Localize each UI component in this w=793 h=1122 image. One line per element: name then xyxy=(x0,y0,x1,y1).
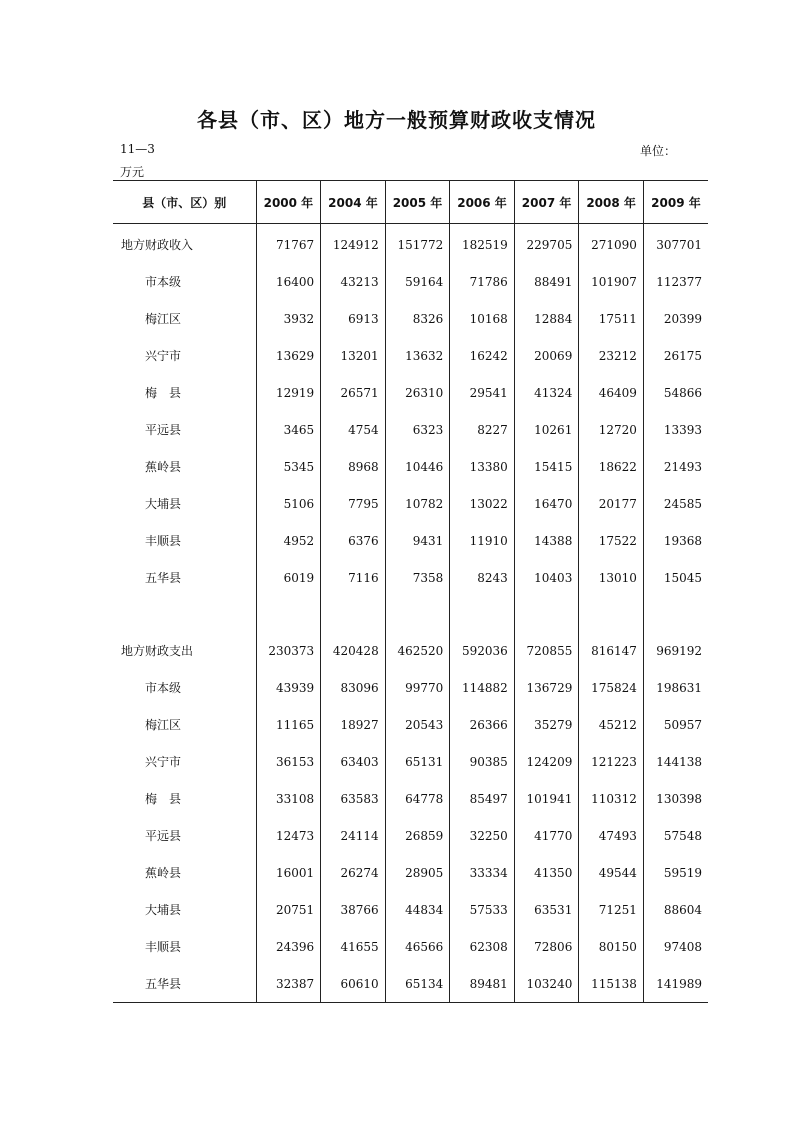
value-cell: 89481 xyxy=(450,965,515,1003)
region-name-cell: 梅江区 xyxy=(145,312,182,326)
region-name-cell: 地方财政支出 xyxy=(121,644,194,658)
value-cell: 41655 xyxy=(321,928,386,965)
table-row xyxy=(113,891,708,928)
value-cell: 50957 xyxy=(643,706,708,743)
value-cell: 59164 xyxy=(385,263,450,300)
value-cell: 182519 xyxy=(450,224,515,264)
region-name-cell: 丰顺县 xyxy=(145,940,182,954)
value-cell: 151772 xyxy=(385,224,450,264)
value-cell: 6913 xyxy=(321,300,386,337)
value-cell: 41770 xyxy=(514,817,579,854)
value-cell: 35279 xyxy=(514,706,579,743)
value-cell: 71786 xyxy=(450,263,515,300)
table-row xyxy=(113,411,708,448)
value-cell: 175824 xyxy=(579,669,644,706)
value-cell: 65131 xyxy=(385,743,450,780)
table-number: 11—3 xyxy=(120,142,155,156)
region-name-cell: 蕉岭县 xyxy=(145,866,182,880)
value-cell: 43939 xyxy=(256,669,321,706)
value-cell: 65134 xyxy=(385,965,450,1003)
empty-cell xyxy=(450,596,515,632)
value-cell: 121223 xyxy=(579,743,644,780)
value-cell: 112377 xyxy=(643,263,708,300)
value-cell: 6323 xyxy=(385,411,450,448)
total-row xyxy=(113,632,708,669)
region-name-cell: 市本级 xyxy=(145,681,182,695)
region-name-cell: 五华县 xyxy=(145,571,182,585)
value-cell: 18622 xyxy=(579,448,644,485)
value-cell: 63403 xyxy=(321,743,386,780)
value-cell: 90385 xyxy=(450,743,515,780)
value-cell: 5106 xyxy=(256,485,321,522)
value-cell: 46566 xyxy=(385,928,450,965)
value-cell: 41324 xyxy=(514,374,579,411)
table-row xyxy=(113,965,708,1003)
value-cell: 15415 xyxy=(514,448,579,485)
finance-table xyxy=(113,180,708,1003)
empty-cell xyxy=(256,596,321,632)
value-cell: 54866 xyxy=(643,374,708,411)
region-name-cell: 五华县 xyxy=(113,965,256,1003)
value-cell: 20543 xyxy=(385,706,450,743)
header-year: 2007 年 xyxy=(514,181,579,224)
value-cell: 8243 xyxy=(450,559,515,596)
value-cell: 80150 xyxy=(579,928,644,965)
table-body xyxy=(113,224,708,1003)
value-cell: 20177 xyxy=(579,485,644,522)
empty-cell xyxy=(579,596,644,632)
value-cell: 63531 xyxy=(514,891,579,928)
value-cell: 16400 xyxy=(256,263,321,300)
page-title: 各县（市、区）地方一般预算财政收支情况 xyxy=(197,108,596,132)
value-cell: 16001 xyxy=(256,854,321,891)
value-cell: 33334 xyxy=(450,854,515,891)
value-cell: 64778 xyxy=(385,780,450,817)
table-row xyxy=(113,706,708,743)
region-name-cell: 平远县 xyxy=(145,829,182,843)
value-cell: 21493 xyxy=(643,448,708,485)
table-row xyxy=(113,522,708,559)
table-row xyxy=(113,743,708,780)
region-name-cell: 平远县 xyxy=(145,423,182,437)
header-year: 2000 年 xyxy=(256,181,321,224)
value-cell: 15045 xyxy=(643,559,708,596)
value-cell: 12473 xyxy=(256,817,321,854)
value-cell: 592036 xyxy=(450,632,515,669)
value-cell: 32250 xyxy=(450,817,515,854)
value-cell: 307701 xyxy=(643,224,708,264)
value-cell: 144138 xyxy=(643,743,708,780)
table-row xyxy=(113,669,708,706)
table-row xyxy=(113,263,708,300)
value-cell: 16470 xyxy=(514,485,579,522)
value-cell: 16242 xyxy=(450,337,515,374)
table-row xyxy=(113,337,708,374)
value-cell: 36153 xyxy=(256,743,321,780)
table-header-row xyxy=(113,181,708,224)
value-cell: 57533 xyxy=(450,891,515,928)
value-cell: 20399 xyxy=(643,300,708,337)
value-cell: 198631 xyxy=(643,669,708,706)
empty-cell xyxy=(385,596,450,632)
value-cell: 47493 xyxy=(579,817,644,854)
value-cell: 17511 xyxy=(579,300,644,337)
value-cell: 6019 xyxy=(256,559,321,596)
value-cell: 10446 xyxy=(385,448,450,485)
value-cell: 7116 xyxy=(321,559,386,596)
value-cell: 20069 xyxy=(514,337,579,374)
value-cell: 101907 xyxy=(579,263,644,300)
value-cell: 12884 xyxy=(514,300,579,337)
table-row xyxy=(113,300,708,337)
region-name-cell: 梅 县 xyxy=(145,386,182,400)
region-name-cell: 大埔县 xyxy=(145,497,182,511)
value-cell: 124209 xyxy=(514,743,579,780)
value-cell: 12919 xyxy=(256,374,321,411)
value-cell: 816147 xyxy=(579,632,644,669)
region-name-cell: 梅江区 xyxy=(145,718,182,732)
total-row xyxy=(113,224,708,264)
value-cell: 38766 xyxy=(321,891,386,928)
table-row xyxy=(113,448,708,485)
table-row xyxy=(113,780,708,817)
value-cell: 420428 xyxy=(321,632,386,669)
value-cell: 18927 xyxy=(321,706,386,743)
value-cell: 124912 xyxy=(321,224,386,264)
value-cell: 46409 xyxy=(579,374,644,411)
value-cell: 13201 xyxy=(321,337,386,374)
value-cell: 41350 xyxy=(514,854,579,891)
value-cell: 13010 xyxy=(579,559,644,596)
header-year: 2005 年 xyxy=(385,181,450,224)
value-cell: 12720 xyxy=(579,411,644,448)
region-name-cell: 市本级 xyxy=(145,275,182,289)
value-cell: 10782 xyxy=(385,485,450,522)
value-cell: 13022 xyxy=(450,485,515,522)
value-cell: 130398 xyxy=(643,780,708,817)
value-cell: 9431 xyxy=(385,522,450,559)
value-cell: 59519 xyxy=(643,854,708,891)
header-year: 2009 年 xyxy=(643,181,708,224)
value-cell: 4952 xyxy=(256,522,321,559)
value-cell: 97408 xyxy=(643,928,708,965)
value-cell: 10168 xyxy=(450,300,515,337)
value-cell: 45212 xyxy=(579,706,644,743)
value-cell: 71767 xyxy=(256,224,321,264)
value-cell: 103240 xyxy=(514,965,579,1003)
value-cell: 20751 xyxy=(256,891,321,928)
value-cell: 110312 xyxy=(579,780,644,817)
value-cell: 26175 xyxy=(643,337,708,374)
value-cell: 71251 xyxy=(579,891,644,928)
value-cell: 85497 xyxy=(450,780,515,817)
table-row xyxy=(113,559,708,596)
value-cell: 33108 xyxy=(256,780,321,817)
value-cell: 60610 xyxy=(321,965,386,1003)
value-cell: 141989 xyxy=(643,965,708,1003)
value-cell: 26859 xyxy=(385,817,450,854)
value-cell: 10261 xyxy=(514,411,579,448)
value-cell: 10403 xyxy=(514,559,579,596)
value-cell: 29541 xyxy=(450,374,515,411)
header-year: 2006 年 xyxy=(450,181,515,224)
value-cell: 99770 xyxy=(385,669,450,706)
header-region: 县（市、区）别 xyxy=(113,181,256,224)
empty-cell xyxy=(321,596,386,632)
value-cell: 26366 xyxy=(450,706,515,743)
value-cell: 115138 xyxy=(579,965,644,1003)
value-cell: 49544 xyxy=(579,854,644,891)
value-cell: 8227 xyxy=(450,411,515,448)
value-cell: 230373 xyxy=(256,632,321,669)
value-cell: 26571 xyxy=(321,374,386,411)
value-cell: 969192 xyxy=(643,632,708,669)
table-row xyxy=(113,928,708,965)
value-cell: 7795 xyxy=(321,485,386,522)
value-cell: 114882 xyxy=(450,669,515,706)
value-cell: 23212 xyxy=(579,337,644,374)
empty-cell xyxy=(643,596,708,632)
value-cell: 43213 xyxy=(321,263,386,300)
value-cell: 13629 xyxy=(256,337,321,374)
value-cell: 3932 xyxy=(256,300,321,337)
value-cell: 720855 xyxy=(514,632,579,669)
value-cell: 24396 xyxy=(256,928,321,965)
value-cell: 24114 xyxy=(321,817,386,854)
value-cell: 101941 xyxy=(514,780,579,817)
value-cell: 13380 xyxy=(450,448,515,485)
spacer-row xyxy=(113,596,708,632)
value-cell: 24585 xyxy=(643,485,708,522)
value-cell: 13393 xyxy=(643,411,708,448)
region-name-cell: 兴宁市 xyxy=(145,755,182,769)
value-cell: 72806 xyxy=(514,928,579,965)
header-year: 2008 年 xyxy=(579,181,644,224)
value-cell: 11165 xyxy=(256,706,321,743)
value-cell: 19368 xyxy=(643,522,708,559)
value-cell: 11910 xyxy=(450,522,515,559)
value-cell: 44834 xyxy=(385,891,450,928)
value-cell: 88491 xyxy=(514,263,579,300)
value-cell: 62308 xyxy=(450,928,515,965)
region-name-cell: 蕉岭县 xyxy=(145,460,182,474)
empty-cell xyxy=(113,596,256,632)
value-cell: 5345 xyxy=(256,448,321,485)
value-cell: 462520 xyxy=(385,632,450,669)
value-cell: 88604 xyxy=(643,891,708,928)
value-cell: 7358 xyxy=(385,559,450,596)
value-cell: 83096 xyxy=(321,669,386,706)
region-name-cell: 地方财政收入 xyxy=(121,238,194,252)
value-cell: 8968 xyxy=(321,448,386,485)
value-cell: 4754 xyxy=(321,411,386,448)
value-cell: 26274 xyxy=(321,854,386,891)
value-cell: 271090 xyxy=(579,224,644,264)
unit-value: 万元 xyxy=(120,165,145,179)
value-cell: 229705 xyxy=(514,224,579,264)
region-name-cell: 大埔县 xyxy=(145,903,182,917)
value-cell: 63583 xyxy=(321,780,386,817)
value-cell: 14388 xyxy=(514,522,579,559)
value-cell: 13632 xyxy=(385,337,450,374)
table-row xyxy=(113,817,708,854)
region-name-cell: 梅 县 xyxy=(145,792,182,806)
unit-label: 单位： xyxy=(640,144,677,158)
value-cell: 28905 xyxy=(385,854,450,891)
table-row xyxy=(113,854,708,891)
table-row xyxy=(113,374,708,411)
value-cell: 8326 xyxy=(385,300,450,337)
table-row xyxy=(113,485,708,522)
value-cell: 26310 xyxy=(385,374,450,411)
region-name-cell: 丰顺县 xyxy=(145,534,182,548)
value-cell: 32387 xyxy=(256,965,321,1003)
value-cell: 17522 xyxy=(579,522,644,559)
value-cell: 3465 xyxy=(256,411,321,448)
value-cell: 6376 xyxy=(321,522,386,559)
region-name-cell: 兴宁市 xyxy=(145,349,182,363)
value-cell: 57548 xyxy=(643,817,708,854)
header-year: 2004 年 xyxy=(321,181,386,224)
empty-cell xyxy=(514,596,579,632)
value-cell: 136729 xyxy=(514,669,579,706)
